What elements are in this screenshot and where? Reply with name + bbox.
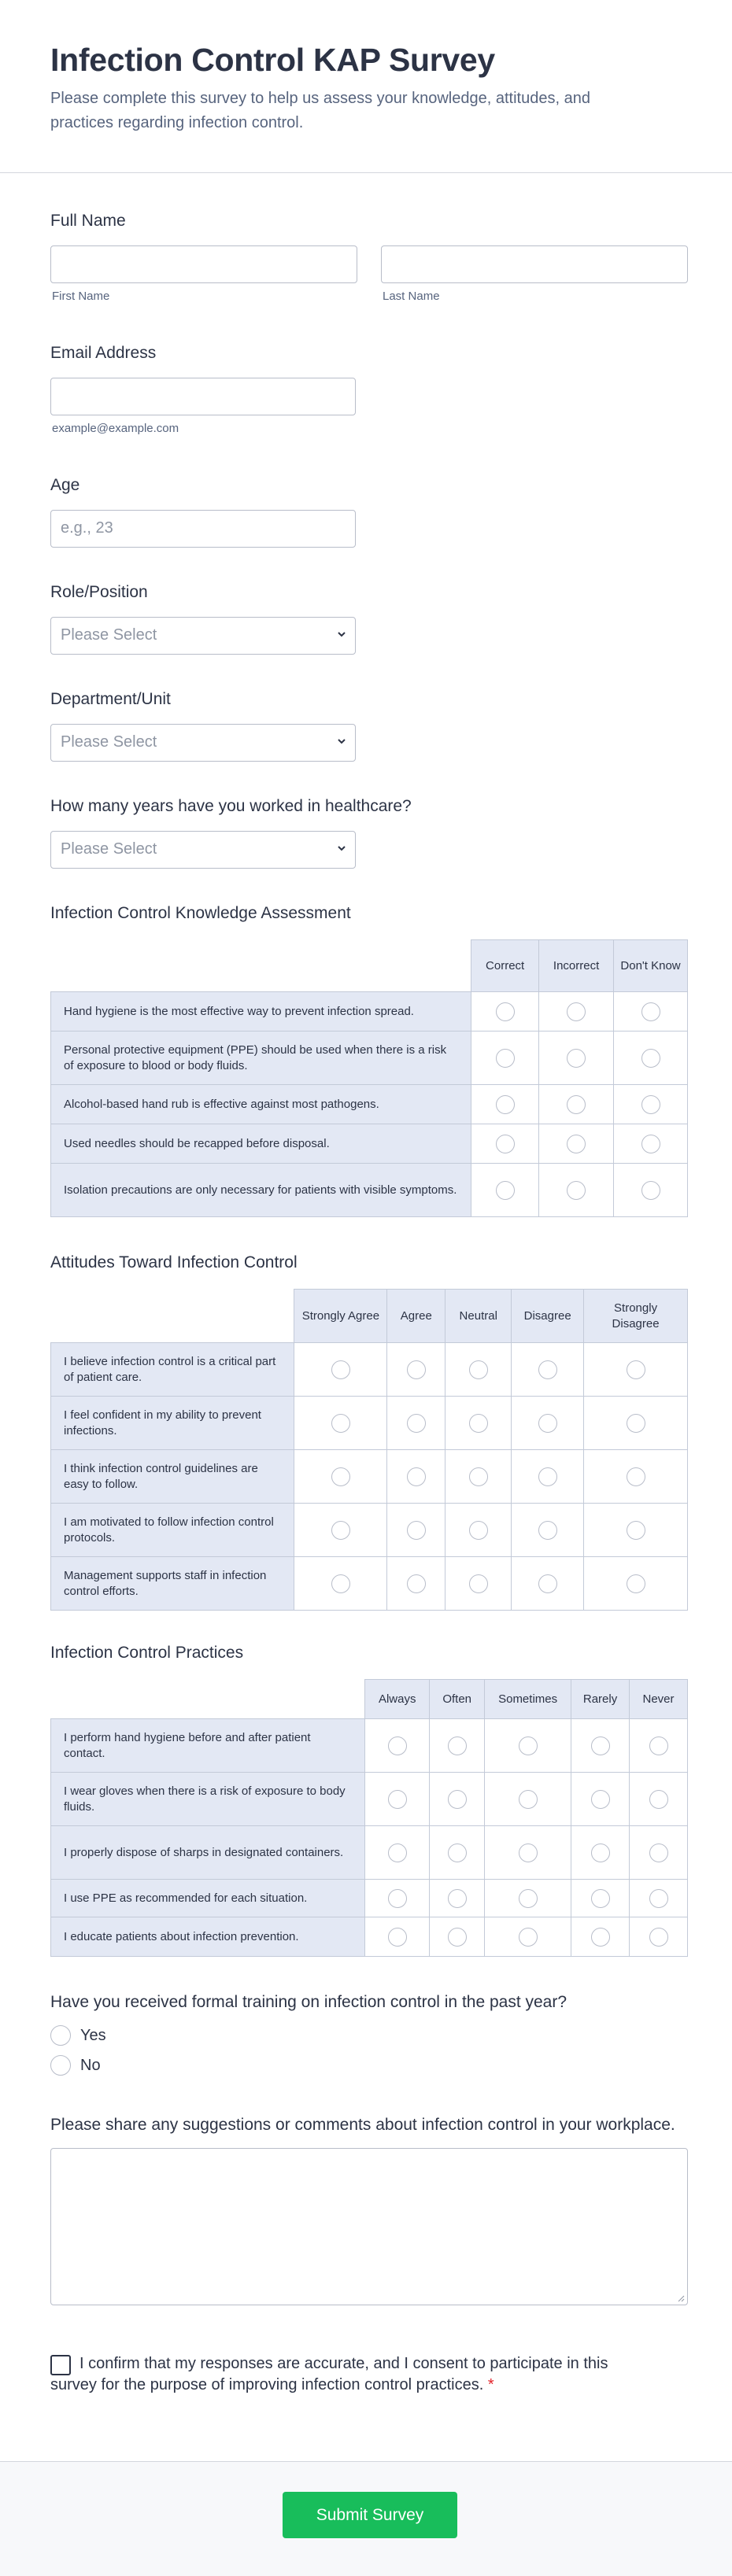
row-question: I educate patients about infection prevention. [51, 1917, 365, 1957]
radio-button[interactable] [538, 1574, 557, 1593]
radio-button[interactable] [649, 1889, 668, 1908]
radio-button[interactable] [448, 1889, 467, 1908]
radio-button[interactable] [567, 1002, 586, 1021]
radio-button[interactable] [591, 1736, 610, 1755]
radio-button[interactable] [496, 1049, 515, 1068]
last-name-input[interactable] [381, 245, 688, 283]
radio-button[interactable] [627, 1467, 645, 1486]
row-question: I wear gloves when there is a risk of exposure to body fluids. [51, 1773, 365, 1826]
consent-field [50, 2353, 688, 2408]
radio-button[interactable] [50, 2025, 71, 2046]
page-subtitle: Please complete this survey to help us assess your knowledge, attitudes, and practices regarding infection control. [50, 90, 590, 131]
matrix-row [51, 1450, 688, 1504]
department-label: Department/Unit [50, 690, 171, 708]
radio-button[interactable] [407, 1360, 426, 1379]
radio-button[interactable] [407, 1521, 426, 1540]
matrix-row [51, 1773, 688, 1826]
practices-matrix [50, 1679, 688, 1957]
email-label: Email Address [50, 344, 157, 362]
row-question: I properly dispose of sharps in designated containers. [51, 1826, 365, 1880]
column-header: Rarely [571, 1680, 630, 1719]
radio-button[interactable] [591, 1889, 610, 1908]
radio-button[interactable] [388, 1790, 407, 1809]
column-header: Incorrect [539, 940, 614, 992]
role-field [50, 581, 688, 660]
row-question: I am motivated to follow infection control protocols. [51, 1504, 294, 1557]
years-select[interactable] [50, 831, 356, 869]
practices-title: Infection Control Practices [50, 1644, 244, 1662]
radio-button[interactable] [496, 1002, 515, 1021]
radio-button[interactable] [519, 1736, 538, 1755]
radio-button[interactable] [469, 1467, 488, 1486]
radio-button[interactable] [388, 1843, 407, 1862]
matrix-corner [51, 1290, 294, 1343]
column-header: Strongly Agree [294, 1290, 387, 1343]
radio-button[interactable] [388, 1889, 407, 1908]
age-input[interactable] [50, 510, 356, 548]
column-header: Often [430, 1680, 485, 1719]
radio-button[interactable] [331, 1360, 350, 1379]
knowledge-matrix [50, 939, 688, 1217]
first-name-input[interactable] [50, 245, 357, 283]
column-header: Always [365, 1680, 430, 1719]
resize-handle-icon[interactable] [677, 2294, 685, 2302]
radio-button[interactable] [627, 1360, 645, 1379]
comments-textarea[interactable] [50, 2148, 688, 2305]
radio-button[interactable] [448, 1736, 467, 1755]
knowledge-matrix-field [50, 902, 688, 1233]
role-selected-value: Please Select [61, 626, 157, 644]
radio-button[interactable] [567, 1181, 586, 1200]
radio-button[interactable] [331, 1414, 350, 1433]
matrix-row [51, 1397, 688, 1450]
radio-button[interactable] [591, 1843, 610, 1862]
training-option-yes[interactable] [50, 2025, 106, 2046]
email-input[interactable] [50, 378, 356, 415]
option-label: No [80, 2056, 101, 2074]
training-label: Have you received formal training on infection control in the past year? [50, 1993, 567, 2011]
radio-button[interactable] [641, 1049, 660, 1068]
row-question: I feel confident in my ability to prevent infections. [51, 1397, 294, 1450]
radio-button[interactable] [538, 1521, 557, 1540]
radio-button[interactable] [627, 1414, 645, 1433]
radio-button[interactable] [519, 1928, 538, 1947]
matrix-row [51, 1557, 688, 1611]
chevron-down-icon [336, 843, 347, 854]
row-question: I perform hand hygiene before and after patient contact. [51, 1719, 365, 1773]
radio-button[interactable] [448, 1790, 467, 1809]
required-asterisk: * [487, 2376, 494, 2393]
consent-checkbox[interactable] [50, 2355, 71, 2375]
matrix-row [51, 1085, 688, 1124]
chevron-down-icon [336, 629, 347, 640]
radio-button[interactable] [649, 1928, 668, 1947]
consent-text-block [50, 2353, 625, 2396]
department-field [50, 688, 688, 767]
matrix-corner [51, 1680, 365, 1719]
column-header: Sometimes [485, 1680, 571, 1719]
matrix-row [51, 1719, 688, 1773]
submit-button[interactable]: Submit Survey [283, 2492, 457, 2538]
matrix-row [51, 1032, 688, 1085]
radio-button[interactable] [469, 1521, 488, 1540]
radio-button[interactable] [50, 2055, 71, 2076]
attitudes-matrix [50, 1289, 688, 1611]
radio-button[interactable] [641, 1095, 660, 1114]
training-field [50, 1991, 688, 2086]
matrix-row [51, 1343, 688, 1397]
comments-field [50, 2114, 688, 2311]
matrix-row [51, 1164, 688, 1217]
email-field [50, 342, 688, 437]
matrix-row [51, 992, 688, 1032]
matrix-row [51, 1880, 688, 1917]
first-name-sublabel: First Name [52, 290, 110, 303]
row-question: I use PPE as recommended for each situation. [51, 1880, 365, 1917]
age-field [50, 474, 688, 553]
knowledge-title: Infection Control Knowledge Assessment [50, 904, 351, 922]
radio-button[interactable] [649, 1843, 668, 1862]
column-header: Neutral [445, 1290, 512, 1343]
radio-button[interactable] [519, 1843, 538, 1862]
role-select[interactable] [50, 617, 356, 655]
matrix-row [51, 1124, 688, 1164]
attitudes-matrix-field [50, 1252, 688, 1606]
radio-button[interactable] [519, 1889, 538, 1908]
page-title: Infection Control KAP Survey [50, 42, 495, 78]
email-sublabel: example@example.com [52, 422, 179, 435]
years-field [50, 795, 688, 874]
radio-button[interactable] [627, 1574, 645, 1593]
column-header: Strongly Disagree [584, 1290, 688, 1343]
matrix-row [51, 1504, 688, 1557]
radio-button[interactable] [641, 1181, 660, 1200]
form-footer [0, 2461, 732, 2576]
row-question: Personal protective equipment (PPE) should be used when there is a risk of exposure to blood or body fluids. [51, 1032, 471, 1085]
column-header: Don't Know [614, 940, 688, 992]
years-selected-value: Please Select [61, 840, 157, 858]
row-question: Used needles should be recapped before disposal. [51, 1124, 471, 1164]
matrix-row [51, 1917, 688, 1957]
radio-button[interactable] [388, 1736, 407, 1755]
radio-button[interactable] [538, 1360, 557, 1379]
radio-button[interactable] [591, 1790, 610, 1809]
full-name-field [50, 210, 688, 304]
radio-button[interactable] [519, 1790, 538, 1809]
comments-label: Please share any suggestions or comments about infection control in your workplace. [50, 2116, 675, 2134]
matrix-row [51, 1826, 688, 1880]
radio-button[interactable] [567, 1135, 586, 1153]
radio-button[interactable] [538, 1467, 557, 1486]
column-header: Agree [387, 1290, 445, 1343]
attitudes-title: Attitudes Toward Infection Control [50, 1253, 298, 1271]
practices-matrix-field [50, 1642, 688, 1957]
option-label: Yes [80, 2026, 106, 2044]
row-question: Alcohol-based hand rub is effective against most pathogens. [51, 1085, 471, 1124]
radio-button[interactable] [469, 1360, 488, 1379]
radio-button[interactable] [407, 1467, 426, 1486]
radio-button[interactable] [627, 1521, 645, 1540]
radio-button[interactable] [496, 1095, 515, 1114]
radio-button[interactable] [496, 1135, 515, 1153]
radio-button[interactable] [388, 1928, 407, 1947]
radio-button[interactable] [649, 1736, 668, 1755]
radio-button[interactable] [641, 1135, 660, 1153]
matrix-corner [51, 940, 471, 992]
role-label: Role/Position [50, 583, 148, 601]
column-header: Disagree [512, 1290, 584, 1343]
age-label: Age [50, 476, 80, 494]
radio-button[interactable] [567, 1049, 586, 1068]
radio-button[interactable] [469, 1574, 488, 1593]
radio-button[interactable] [331, 1521, 350, 1540]
radio-button[interactable] [649, 1790, 668, 1809]
row-question: I believe infection control is a critical part of patient care. [51, 1343, 294, 1397]
radio-button[interactable] [407, 1414, 426, 1433]
radio-button[interactable] [641, 1002, 660, 1021]
radio-button[interactable] [567, 1095, 586, 1114]
radio-button[interactable] [591, 1928, 610, 1947]
row-question: I think infection control guidelines are easy to follow. [51, 1450, 294, 1504]
full-name-label: Full Name [50, 212, 126, 230]
row-question: Isolation precautions are only necessary for patients with visible symptoms. [51, 1164, 471, 1217]
department-selected-value: Please Select [61, 733, 157, 751]
survey-form [0, 174, 732, 2462]
age-placeholder: e.g., 23 [61, 519, 113, 537]
row-question: Management supports staff in infection control efforts. [51, 1557, 294, 1611]
row-question: Hand hygiene is the most effective way to prevent infection spread. [51, 992, 471, 1032]
radio-button[interactable] [331, 1467, 350, 1486]
column-header: Never [630, 1680, 688, 1719]
radio-button[interactable] [448, 1928, 467, 1947]
radio-button[interactable] [448, 1843, 467, 1862]
department-select[interactable] [50, 724, 356, 762]
last-name-sublabel: Last Name [383, 290, 440, 303]
radio-button[interactable] [331, 1574, 350, 1593]
radio-button[interactable] [469, 1414, 488, 1433]
column-header: Correct [471, 940, 539, 992]
radio-button[interactable] [407, 1574, 426, 1593]
chevron-down-icon [336, 736, 347, 747]
radio-button[interactable] [538, 1414, 557, 1433]
training-option-no[interactable] [50, 2055, 101, 2076]
form-header [0, 0, 732, 173]
years-label: How many years have you worked in healthcare? [50, 797, 412, 815]
consent-text: I confirm that my responses are accurate, and I consent to participate in this survey for the purpose of improving infection control practices. [50, 2355, 608, 2393]
radio-button[interactable] [496, 1181, 515, 1200]
